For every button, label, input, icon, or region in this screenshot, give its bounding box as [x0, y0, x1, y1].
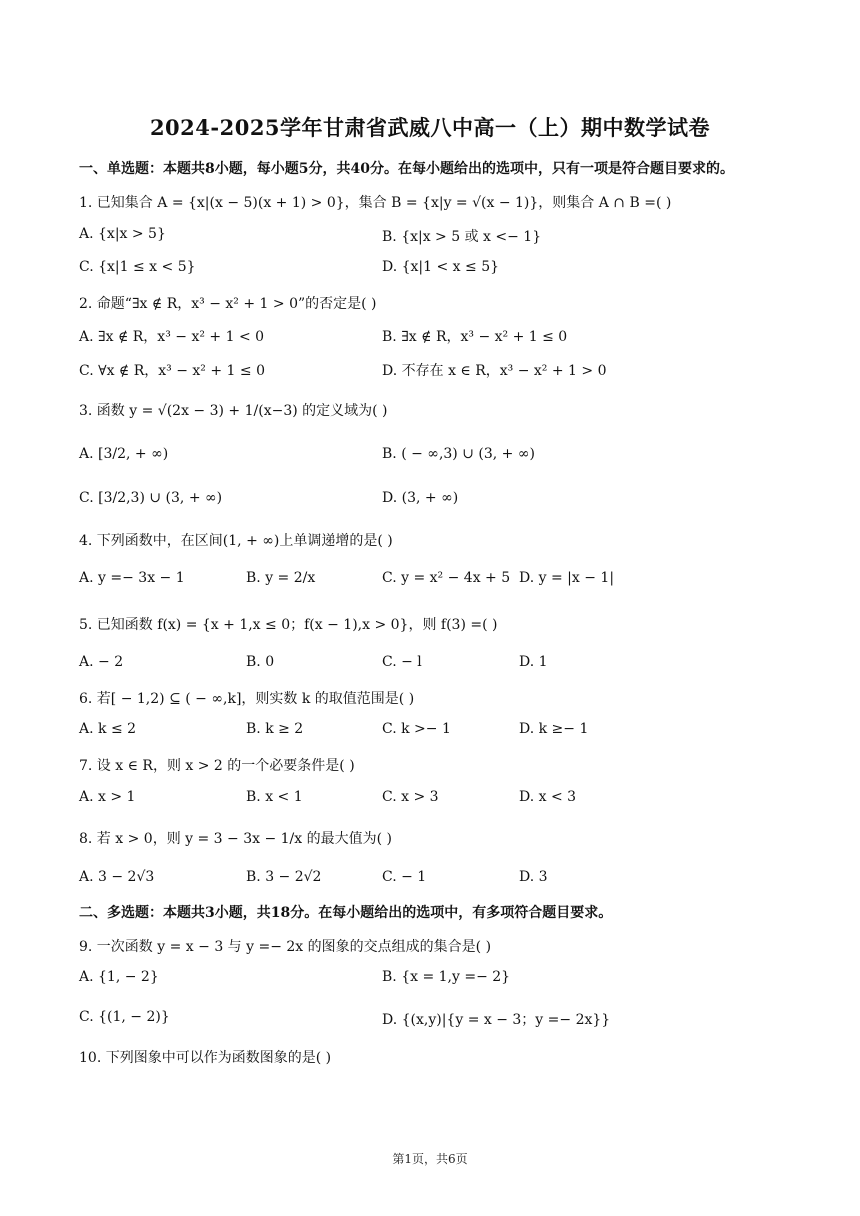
- section-single-choice: 一、单选题：本题共8小题，每小题5分，共40分。在每小题给出的选项中，只有一项是符合题目要求的。: [79, 161, 734, 177]
- q9-option-a: A. {1, − 2}: [79, 969, 159, 985]
- q7-option-b: B. x < 1: [246, 789, 303, 805]
- question-8: 8. 若 x > 0，则 y = 3 − 3x − 1/x 的最大值为( ): [79, 831, 392, 847]
- q8-option-b: B. 3 − 2√2: [246, 869, 322, 885]
- q5-option-c: C. − l: [382, 654, 422, 670]
- question-10: 10. 下列图象中可以作为函数图象的是( ): [79, 1050, 332, 1066]
- q1-option-a: A. {x|x > 5}: [79, 226, 166, 242]
- q7-option-c: C. x > 3: [382, 789, 439, 805]
- section-multi-choice: 二、多选题：本题共3小题，共18分。在每小题给出的选项中，有多项符合题目要求。: [79, 905, 613, 921]
- q9-option-b: B. {x = 1,y =− 2}: [382, 969, 511, 985]
- q8-option-c: C. − 1: [382, 869, 427, 885]
- q4-option-b: B. y = 2/x: [246, 570, 316, 586]
- q4-option-c: C. y = x² − 4x + 5: [382, 570, 511, 586]
- q8-option-d: D. 3: [519, 869, 548, 885]
- q9-option-d: D. {(x,y)|{y = x − 3；y =− 2x}}: [382, 1012, 611, 1028]
- question-2: 2. 命题“∃x ∉ R，x³ − x² + 1 > 0”的否定是( ): [79, 296, 377, 312]
- q3-option-c: C. [3/2,3) ∪ (3, + ∞): [79, 490, 223, 506]
- question-3: 3. 函数 y = √(2x − 3) + 1/(x−3) 的定义域为( ): [79, 403, 388, 419]
- q2-option-a: A. ∃x ∉ R，x³ − x² + 1 < 0: [79, 329, 265, 345]
- page-title: 2024-2025学年甘肃省武威八中高一（上）期中数学试卷: [149, 115, 711, 140]
- q1-option-c: C. {x|1 ≤ x < 5}: [79, 259, 196, 275]
- q4-option-d: D. y = |x − 1|: [519, 570, 615, 586]
- question-1: 1. 已知集合 A = {x|(x − 5)(x + 1) > 0}，集合 B = {x|y = √(x − 1)}，则集合 A ∩ B =( ): [79, 195, 672, 211]
- q2-option-c: C. ∀x ∉ R，x³ − x² + 1 ≤ 0: [79, 363, 265, 379]
- q2-option-d: D. 不存在 x ∈ R，x³ − x² + 1 > 0: [382, 363, 607, 379]
- q9-option-c: C. {(1, − 2)}: [79, 1009, 170, 1025]
- q2-option-b: B. ∃x ∉ R，x³ − x² + 1 ≤ 0: [382, 329, 568, 345]
- q5-option-b: B. 0: [246, 654, 275, 670]
- q3-option-b: B. ( − ∞,3) ∪ (3, + ∞): [382, 446, 535, 462]
- q3-option-d: D. (3, + ∞): [382, 490, 459, 506]
- q6-option-c: C. k >− 1: [382, 721, 451, 737]
- q3-option-a: A. [3/2, + ∞): [79, 446, 169, 462]
- q8-option-a: A. 3 − 2√3: [79, 869, 155, 885]
- q6-option-b: B. k ≥ 2: [246, 721, 304, 737]
- q1-option-d: D. {x|1 < x ≤ 5}: [382, 259, 500, 275]
- q5-option-d: D. 1: [519, 654, 548, 670]
- q5-option-a: A. − 2: [79, 654, 124, 670]
- question-9: 9. 一次函数 y = x − 3 与 y =− 2x 的图象的交点组成的集合是( ): [79, 939, 492, 955]
- q1-option-b: B. {x|x > 5 或 x <− 1}: [382, 229, 542, 245]
- question-7: 7. 设 x ∈ R，则 x > 2 的一个必要条件是( ): [79, 758, 355, 774]
- question-6: 6. 若[ − 1,2) ⊆ ( − ∞,k]，则实数 k 的取值范围是( ): [79, 691, 415, 707]
- q6-option-a: A. k ≤ 2: [79, 721, 137, 737]
- q4-option-a: A. y =− 3x − 1: [79, 570, 185, 586]
- page-footer: 第1页，共6页: [392, 1152, 468, 1166]
- q7-option-d: D. x < 3: [519, 789, 577, 805]
- q7-option-a: A. x > 1: [79, 789, 136, 805]
- question-5: 5. 已知函数 f(x) = {x + 1,x ≤ 0；f(x − 1),x > 0}，则 f(3) =( ): [79, 617, 498, 633]
- question-4: 4. 下列函数中，在区间(1, + ∞)上单调递增的是( ): [79, 533, 393, 549]
- q6-option-d: D. k ≥− 1: [519, 721, 589, 737]
